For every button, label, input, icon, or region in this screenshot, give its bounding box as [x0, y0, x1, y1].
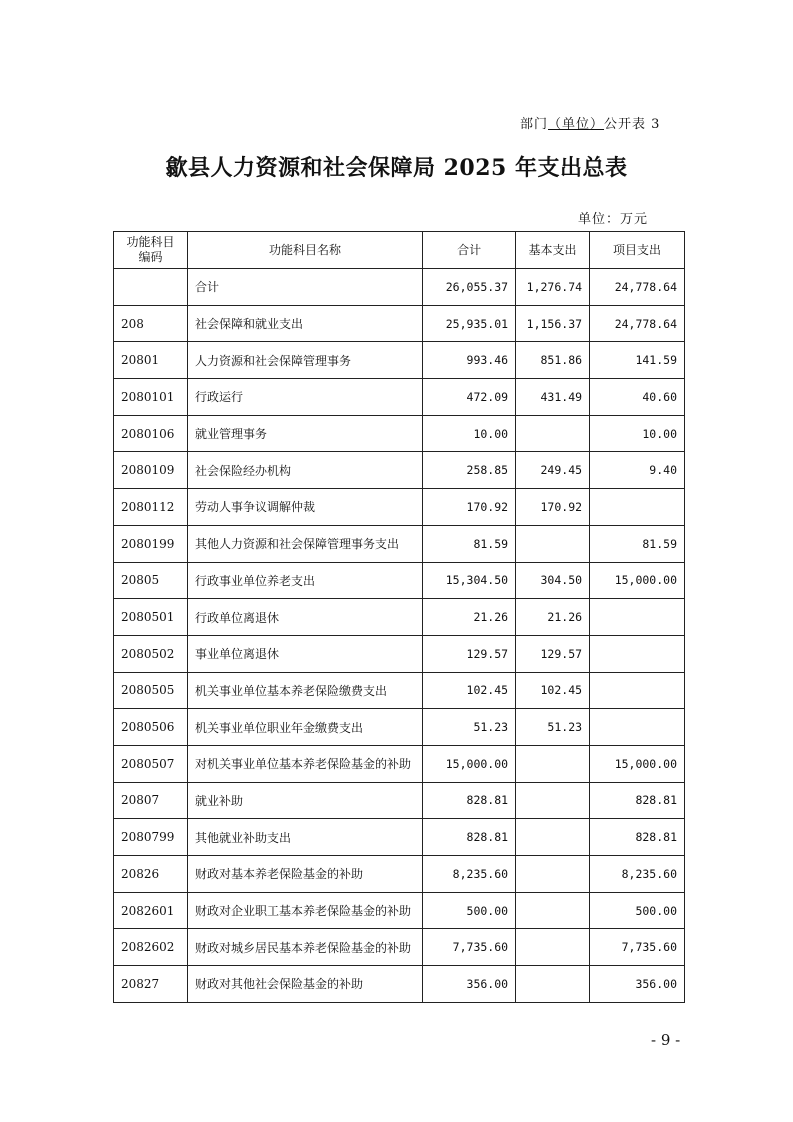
table-row: [114, 819, 685, 856]
cell-code: 2080101: [114, 379, 188, 416]
cell-basic: 249.45: [516, 452, 590, 489]
cell-name: 机关事业单位职业年金缴费支出: [187, 709, 422, 746]
cell-code: 2080506: [114, 709, 188, 746]
header-code-line: 功能科目: [126, 235, 175, 249]
cell-code: 20827: [114, 966, 188, 1003]
cell-basic: 129.57: [516, 635, 590, 672]
cell-project: 356.00: [590, 966, 685, 1003]
cell-project: 24,778.64: [590, 269, 685, 306]
table-row: [114, 745, 685, 782]
cell-code: 2080109: [114, 452, 188, 489]
table-row: [114, 452, 685, 489]
cell-project: 7,735.60: [590, 929, 685, 966]
cell-name: 就业管理事务: [187, 415, 422, 452]
cell-basic: 431.49: [516, 379, 590, 416]
header-basic: 基本支出: [516, 232, 590, 269]
cell-name: 社会保险经办机构: [187, 452, 422, 489]
cell-name: 社会保障和就业支出: [187, 305, 422, 342]
cell-basic: 51.23: [516, 709, 590, 746]
document-label: [520, 113, 660, 132]
cell-project: 8,235.60: [590, 856, 685, 893]
header-project: 项目支出: [590, 232, 685, 269]
table-row: [114, 342, 685, 379]
cell-project: [590, 635, 685, 672]
cell-name: 人力资源和社会保障管理事务: [187, 342, 422, 379]
cell-project: 15,000.00: [590, 745, 685, 782]
cell-basic: 102.45: [516, 672, 590, 709]
cell-basic: [516, 782, 590, 819]
table-row: [114, 415, 685, 452]
cell-name: 机关事业单位基本养老保险缴费支出: [187, 672, 422, 709]
cell-total: 828.81: [423, 782, 516, 819]
cell-code: [114, 269, 188, 306]
cell-total: 25,935.01: [423, 305, 516, 342]
cell-name: 合计: [187, 269, 422, 306]
cell-project: [590, 709, 685, 746]
cell-basic: [516, 892, 590, 929]
cell-name: 对机关事业单位基本养老保险基金的补助: [187, 745, 422, 782]
page-number: - 9 -: [651, 1031, 681, 1049]
cell-total: 10.00: [423, 415, 516, 452]
table-row: [114, 966, 685, 1003]
header-total: 合计: [423, 232, 516, 269]
expenditure-table: [113, 231, 685, 1003]
cell-basic: 304.50: [516, 562, 590, 599]
cell-code: 2082602: [114, 929, 188, 966]
cell-code: 20807: [114, 782, 188, 819]
cell-name: 其他人力资源和社会保障管理事务支出: [187, 525, 422, 562]
cell-name: 就业补助: [187, 782, 422, 819]
table-row: [114, 782, 685, 819]
cell-code: 2082601: [114, 892, 188, 929]
cell-project: 828.81: [590, 782, 685, 819]
cell-code: 208: [114, 305, 188, 342]
cell-name: 财政对企业职工基本养老保险基金的补助: [187, 892, 422, 929]
cell-total: 129.57: [423, 635, 516, 672]
table-row: [114, 599, 685, 636]
cell-total: 8,235.60: [423, 856, 516, 893]
cell-project: 500.00: [590, 892, 685, 929]
table-row: [114, 305, 685, 342]
cell-code: 2080199: [114, 525, 188, 562]
cell-basic: [516, 929, 590, 966]
cell-project: 9.40: [590, 452, 685, 489]
cell-name: 行政运行: [187, 379, 422, 416]
cell-project: 141.59: [590, 342, 685, 379]
cell-basic: 170.92: [516, 489, 590, 526]
cell-name: 事业单位离退休: [187, 635, 422, 672]
cell-total: 21.26: [423, 599, 516, 636]
header-code: [114, 232, 188, 269]
table-row: [114, 379, 685, 416]
cell-basic: 21.26: [516, 599, 590, 636]
cell-total: 258.85: [423, 452, 516, 489]
table-row: [114, 856, 685, 893]
header-code-line: 编码: [138, 250, 163, 264]
cell-name: 其他就业补助支出: [187, 819, 422, 856]
cell-name: 行政事业单位养老支出: [187, 562, 422, 599]
cell-code: 2080505: [114, 672, 188, 709]
cell-project: 15,000.00: [590, 562, 685, 599]
table-row: [114, 489, 685, 526]
table-row: [114, 709, 685, 746]
table-row: [114, 525, 685, 562]
doc-label-prefix: 部门: [520, 117, 549, 132]
cell-code: 2080507: [114, 745, 188, 782]
doc-label-suffix: 公开表 3: [604, 117, 661, 132]
cell-code: 20826: [114, 856, 188, 893]
page-title: 歙县人力资源和社会保障局 2025 年支出总表: [165, 155, 628, 181]
cell-name: 行政单位离退休: [187, 599, 422, 636]
cell-basic: [516, 415, 590, 452]
table-row: [114, 269, 685, 306]
doc-label-unit: （单位）: [548, 117, 605, 132]
cell-total: 356.00: [423, 966, 516, 1003]
cell-name: 财政对其他社会保险基金的补助: [187, 966, 422, 1003]
cell-project: 40.60: [590, 379, 685, 416]
table-row: [114, 635, 685, 672]
cell-name: 财政对城乡居民基本养老保险基金的补助: [187, 929, 422, 966]
cell-basic: 1,276.74: [516, 269, 590, 306]
cell-basic: [516, 966, 590, 1003]
cell-project: [590, 672, 685, 709]
cell-project: [590, 599, 685, 636]
cell-total: 15,304.50: [423, 562, 516, 599]
cell-total: 51.23: [423, 709, 516, 746]
table-row: [114, 929, 685, 966]
cell-project: 828.81: [590, 819, 685, 856]
table-row: [114, 892, 685, 929]
header-name: 功能科目名称: [187, 232, 422, 269]
cell-project: 81.59: [590, 525, 685, 562]
cell-total: 993.46: [423, 342, 516, 379]
cell-basic: [516, 745, 590, 782]
cell-basic: [516, 856, 590, 893]
table-row: [114, 672, 685, 709]
cell-project: [590, 489, 685, 526]
table-header-row: [114, 232, 685, 269]
cell-project: 24,778.64: [590, 305, 685, 342]
cell-total: 170.92: [423, 489, 516, 526]
cell-code: 2080106: [114, 415, 188, 452]
unit-label: 单位：万元: [578, 212, 649, 227]
cell-total: 102.45: [423, 672, 516, 709]
cell-total: 472.09: [423, 379, 516, 416]
cell-code: 20805: [114, 562, 188, 599]
cell-name: 财政对基本养老保险基金的补助: [187, 856, 422, 893]
cell-total: 500.00: [423, 892, 516, 929]
cell-total: 828.81: [423, 819, 516, 856]
table-row: [114, 562, 685, 599]
cell-basic: 1,156.37: [516, 305, 590, 342]
cell-basic: 851.86: [516, 342, 590, 379]
cell-code: 2080112: [114, 489, 188, 526]
cell-basic: [516, 819, 590, 856]
cell-basic: [516, 525, 590, 562]
cell-total: 15,000.00: [423, 745, 516, 782]
cell-code: 2080502: [114, 635, 188, 672]
cell-total: 81.59: [423, 525, 516, 562]
cell-code: 20801: [114, 342, 188, 379]
cell-code: 2080501: [114, 599, 188, 636]
cell-project: 10.00: [590, 415, 685, 452]
cell-total: 26,055.37: [423, 269, 516, 306]
cell-code: 2080799: [114, 819, 188, 856]
table-body: [114, 269, 685, 1003]
cell-total: 7,735.60: [423, 929, 516, 966]
cell-name: 劳动人事争议调解仲裁: [187, 489, 422, 526]
